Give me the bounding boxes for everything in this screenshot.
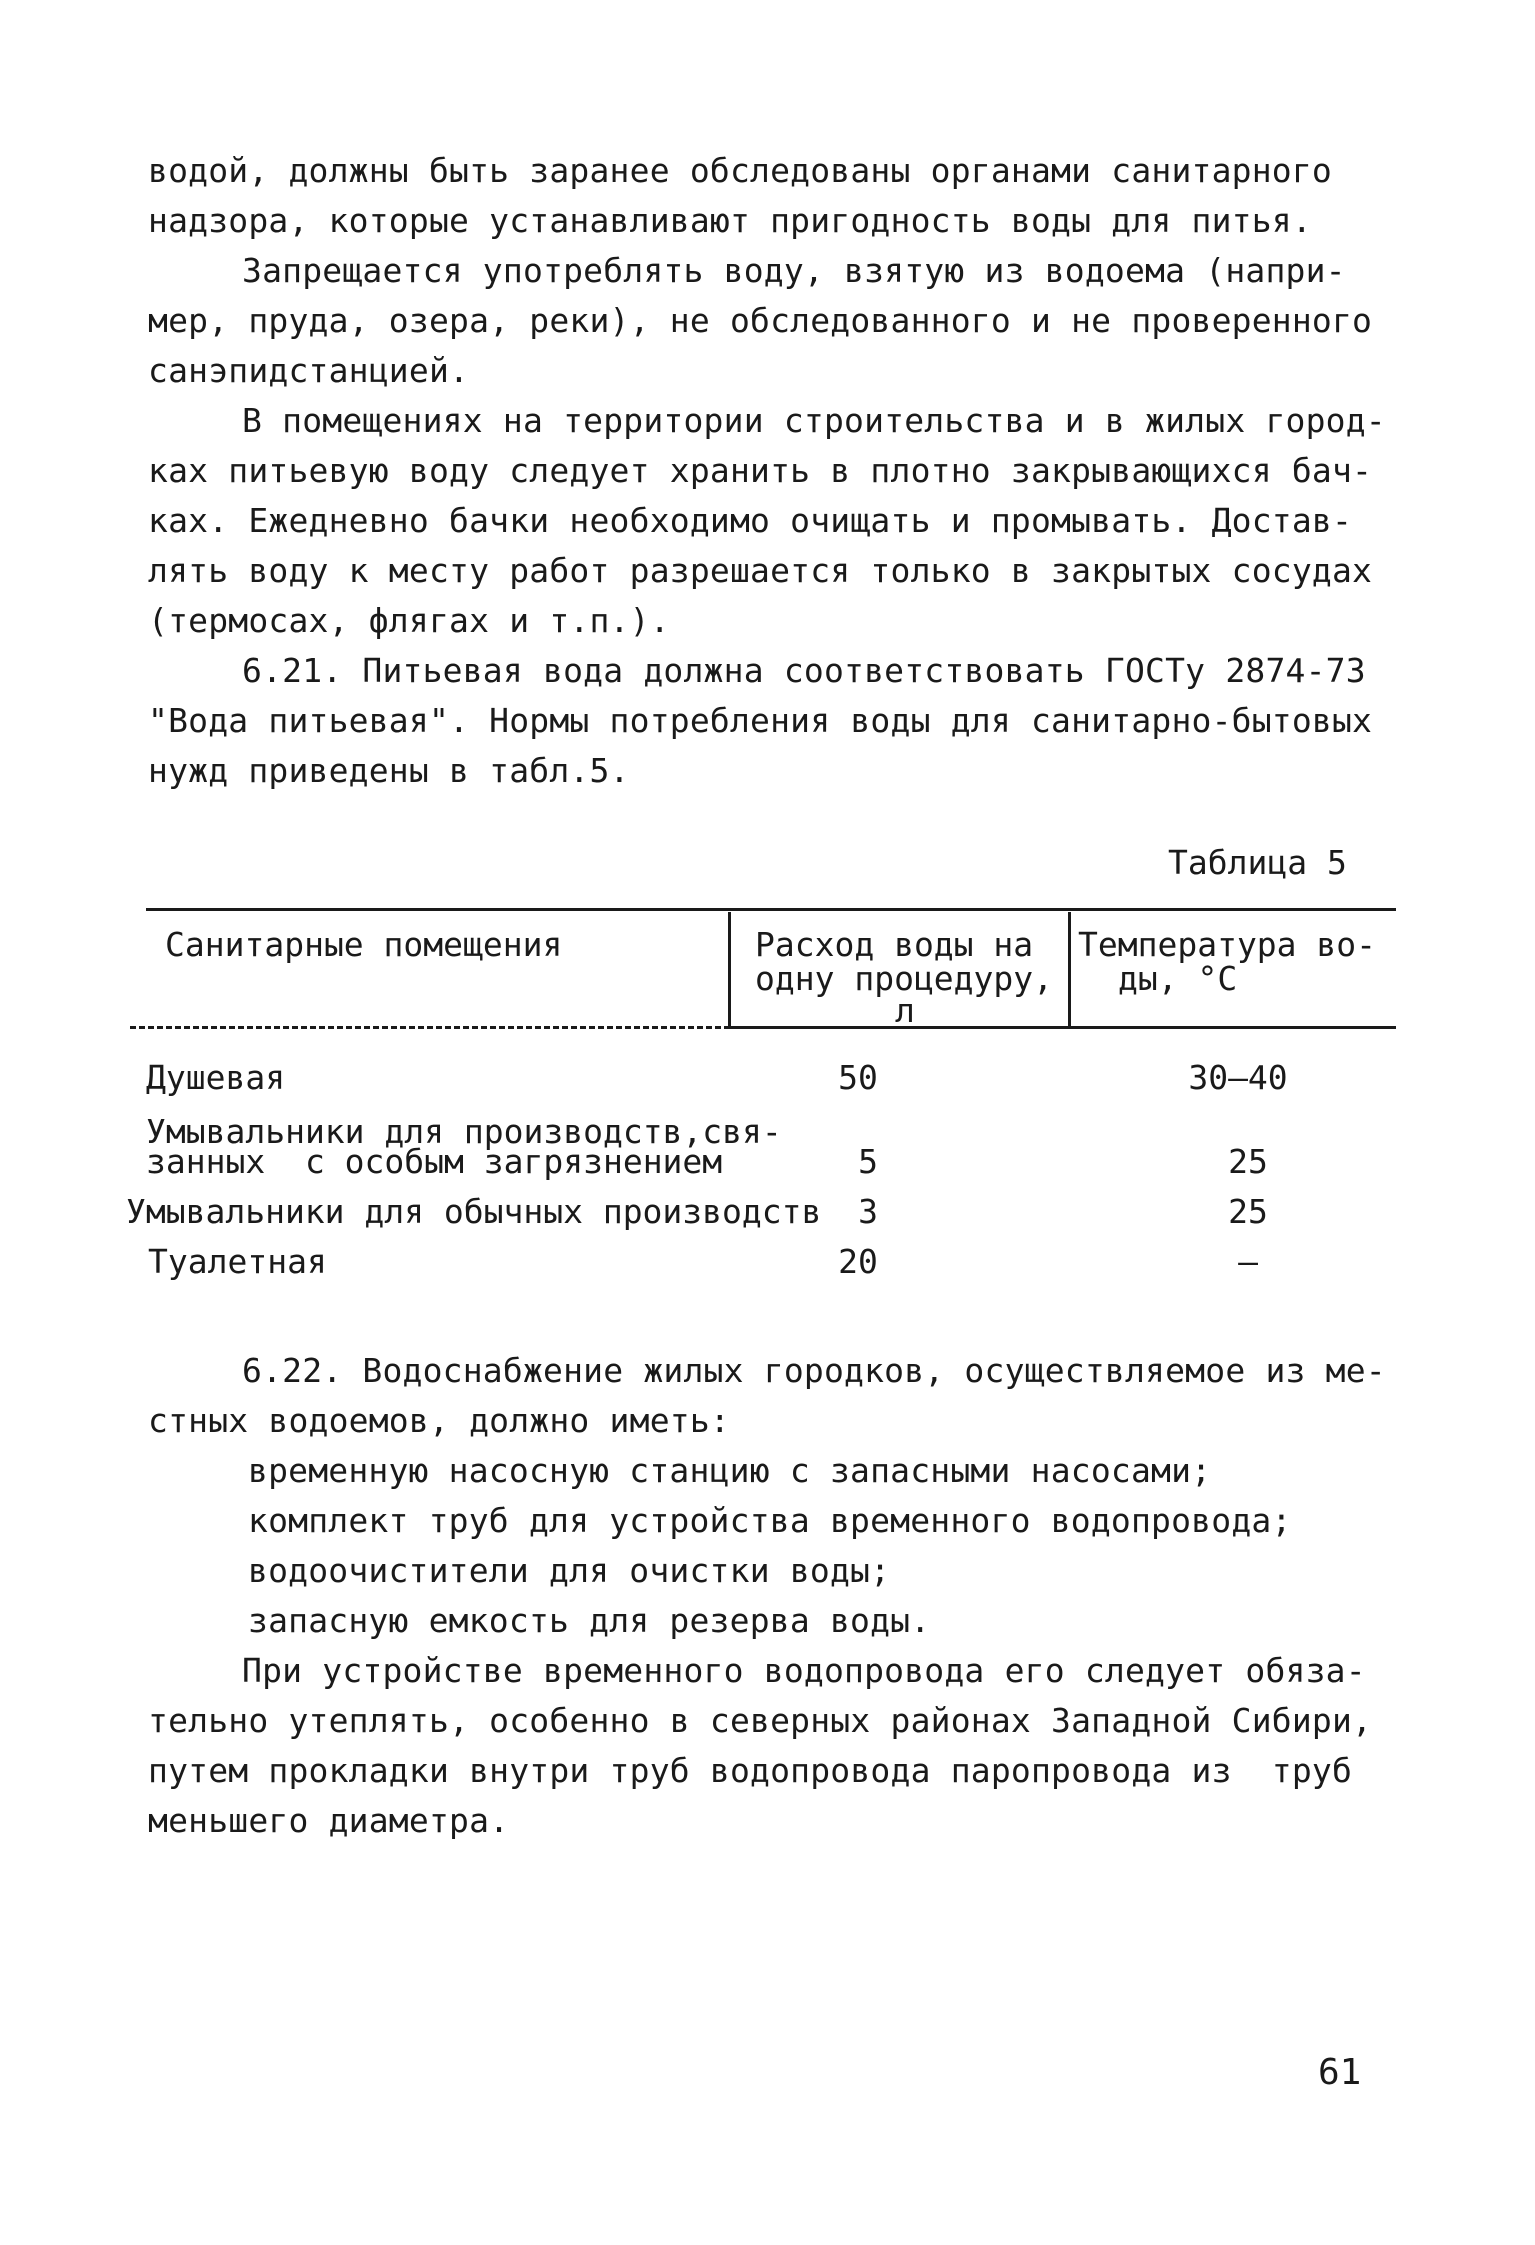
text-line: нужд приведены в табл.5. (148, 751, 630, 790)
list-item: запасную емкость для резерва воды. (248, 1601, 931, 1640)
text-line: 6.22. Водоснабжение жилых городков, осуществляемое из ме- (242, 1351, 1386, 1390)
text-line: мер, пруда, озера, реки), не обследованного и не проверенного (148, 301, 1373, 340)
table-header-usage: одну процедуру, (755, 959, 1054, 998)
table-cell-temperature: – (1238, 1242, 1258, 1281)
table-cell-temperature: 30–40 (1188, 1058, 1288, 1097)
table-header-rule-left (130, 1026, 730, 1029)
table-header-rule-right (730, 1026, 1396, 1029)
text-line: "Вода питьевая". Нормы потребления воды для санитарно-бытовых (148, 701, 1373, 740)
table-top-rule (146, 908, 1396, 911)
table-column-divider (1068, 912, 1071, 1029)
text-line: При устройстве временного водопровода его следует обяза- (242, 1651, 1366, 1690)
table-cell-usage: 3 (858, 1192, 878, 1231)
table-cell-usage: 5 (858, 1142, 878, 1181)
text-line: (термосах, флягах и т.п.). (148, 601, 670, 640)
table-cell-room: Душевая (146, 1058, 286, 1097)
text-line: Запрещается употреблять воду, взятую из водоема (напри- (242, 251, 1346, 290)
table-header-usage: Расход воды на (755, 925, 1034, 964)
list-item: комплект труб для устройства временного водопровода; (248, 1501, 1292, 1540)
text-line: 6.21. Питьевая вода должна соответствовать ГОСТу 2874-73 (242, 651, 1366, 690)
list-item: водоочистители для очистки воды; (248, 1551, 891, 1590)
text-line: тельно утеплять, особенно в северных районах Западной Сибири, (148, 1701, 1373, 1740)
text-line: меньшего диаметра. (148, 1801, 510, 1840)
text-line: ках питьевую воду следует хранить в плотно закрывающихся бач- (148, 451, 1373, 490)
text-line: путем прокладки внутри труб водопровода паропровода из труб (148, 1751, 1353, 1790)
table-cell-room: занных с особым загрязнением (146, 1142, 723, 1181)
table-caption: Таблица 5 (1168, 843, 1347, 882)
table-cell-room: Умывальники для производств,свя- (146, 1112, 782, 1151)
text-line: водой, должны быть заранее обследованы органами санитарного (148, 151, 1332, 190)
text-line: лять воду к месту работ разрешается только в закрытых сосудах (148, 551, 1373, 590)
text-line: надзора, которые устанавливают пригодность воды для питья. (148, 201, 1312, 240)
table-cell-usage: 20 (838, 1242, 878, 1281)
text-line: В помещениях на территории строительства и в жилых город- (242, 401, 1386, 440)
table-header-room: Санитарные помещения (165, 925, 563, 964)
page-number: 61 (1318, 2052, 1362, 2093)
table-cell-room: Туалетная (148, 1242, 327, 1281)
table-cell-room: Умывальники для обычных производств (126, 1192, 822, 1231)
table-cell-usage: 50 (838, 1058, 878, 1097)
table-header-temperature: ды, °С (1118, 959, 1238, 998)
text-line: ках. Ежедневно бачки необходимо очищать и промывать. Достав- (148, 501, 1353, 540)
text-line: стных водоемов, должно иметь: (148, 1401, 730, 1440)
table-cell-temperature: 25 (1228, 1142, 1268, 1181)
list-item: временную насосную станцию с запасными насосами; (248, 1451, 1212, 1490)
table-header-temperature: Температура во- (1078, 925, 1377, 964)
table-header-usage: л (895, 991, 915, 1030)
text-line: санэпидстанцией. (148, 351, 470, 390)
table-column-divider (728, 912, 731, 1029)
table-cell-temperature: 25 (1228, 1192, 1268, 1231)
